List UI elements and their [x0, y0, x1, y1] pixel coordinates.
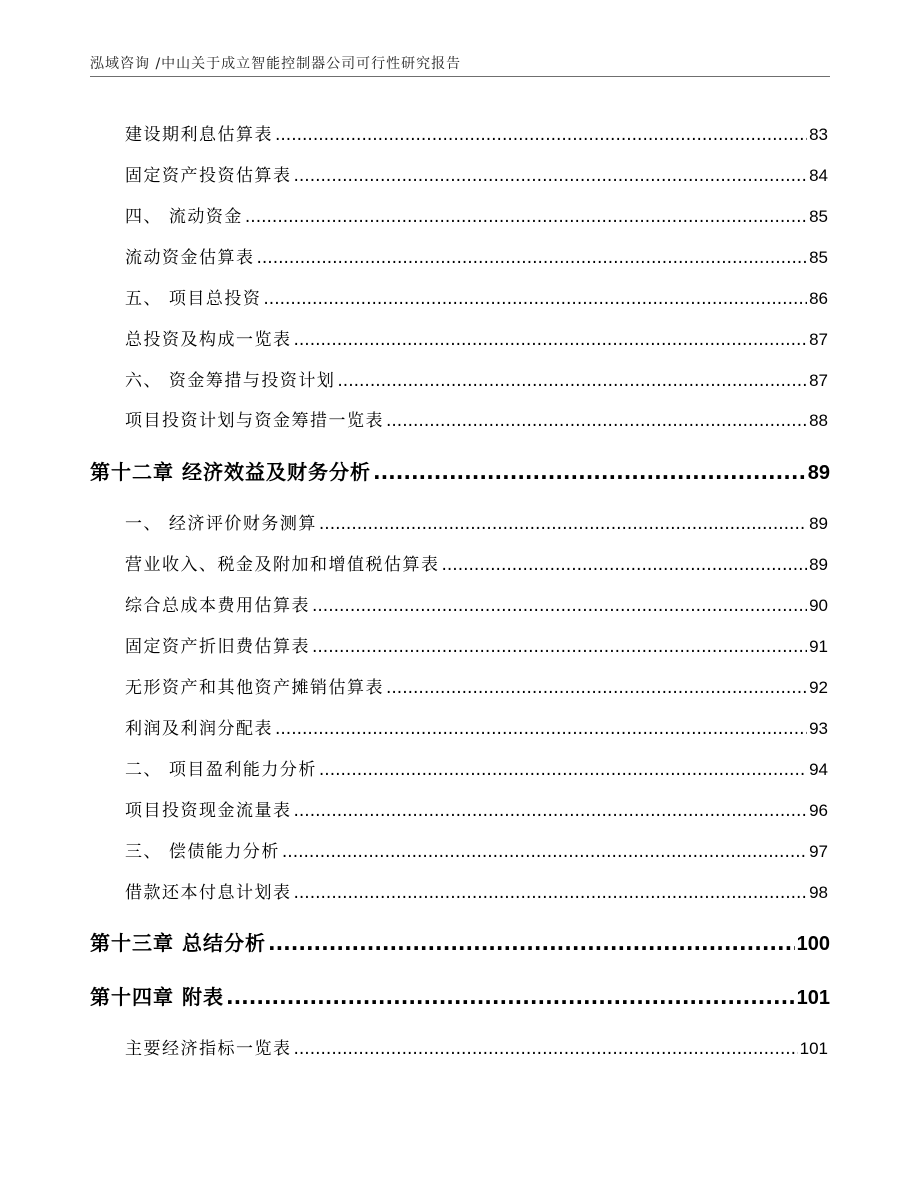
- toc-entry[interactable]: [125, 552, 828, 578]
- toc-leader-dots: [319, 757, 807, 783]
- toc-entry[interactable]: [125, 839, 828, 865]
- toc-page-number: 89: [809, 555, 828, 574]
- toc-page-number: 96: [809, 801, 828, 820]
- toc-entry-title: 建设期利息估算表: [125, 125, 273, 145]
- toc-entry[interactable]: [125, 798, 828, 824]
- toc-entry-title: 项目投资计划与资金筹措一览表: [125, 411, 384, 431]
- page-header: 泓域咨询 /中山关于成立智能控制器公司可行性研究报告: [90, 52, 830, 77]
- toc-page-number: 93: [809, 719, 828, 738]
- toc-entry-title: 营业收入、税金及附加和增值税估算表: [125, 555, 440, 575]
- toc-entry[interactable]: [125, 286, 828, 312]
- toc-leader-dots: [275, 716, 807, 742]
- toc-leader-dots: [294, 880, 808, 906]
- toc-leader-dots: [312, 634, 807, 660]
- toc-entry-title: 项目投资现金流量表: [125, 801, 292, 821]
- toc-entry-title: 综合总成本费用估算表: [125, 596, 310, 616]
- toc-page-number: 100: [796, 933, 830, 955]
- toc-leader-dots: [263, 286, 807, 312]
- toc-page-number: 98: [809, 883, 828, 902]
- toc-leader-dots: [294, 1036, 798, 1062]
- toc-entry[interactable]: [125, 716, 828, 742]
- toc-page-number: 92: [809, 678, 828, 697]
- toc-entry-title: 一、 经济评价财务测算: [125, 514, 317, 534]
- toc-leader-dots: [312, 593, 807, 619]
- toc-page-number: 91: [809, 637, 828, 656]
- toc-chapter-entry[interactable]: [90, 928, 830, 958]
- toc-entry-title: 六、 资金筹措与投资计划: [125, 371, 336, 391]
- toc-page-number: 88: [809, 411, 828, 430]
- toc-entry[interactable]: [125, 163, 828, 189]
- toc-leader-dots: [226, 982, 795, 1012]
- toc-entry[interactable]: [125, 757, 828, 783]
- toc-entry[interactable]: [125, 634, 828, 660]
- toc-entry[interactable]: [125, 368, 828, 394]
- toc-leader-dots: [257, 245, 808, 271]
- toc-leader-dots: [275, 122, 807, 148]
- toc-entry[interactable]: [125, 122, 828, 148]
- toc-leader-dots: [337, 368, 807, 394]
- toc-page-number: 84: [809, 166, 828, 185]
- toc-page-number: 94: [809, 760, 828, 779]
- toc-page-number: 90: [809, 596, 828, 615]
- toc-leader-dots: [294, 327, 808, 353]
- toc-entry-title: 利润及利润分配表: [125, 719, 273, 739]
- toc-entry-title: 无形资产和其他资产摊销估算表: [125, 678, 384, 698]
- toc-entry[interactable]: [125, 675, 828, 701]
- toc-entry-title: 二、 项目盈利能力分析: [125, 760, 317, 780]
- toc-page-number: 97: [809, 842, 828, 861]
- toc-chapter-entry[interactable]: [90, 982, 830, 1012]
- toc-page-number: 83: [809, 125, 828, 144]
- toc-entry-title: 流动资金估算表: [125, 248, 255, 268]
- toc-leader-dots: [386, 408, 807, 434]
- toc-entry[interactable]: [125, 1036, 828, 1062]
- toc-leader-dots: [386, 675, 807, 701]
- toc-entry[interactable]: [125, 327, 828, 353]
- toc-page-number: 85: [809, 248, 828, 267]
- toc-leader-dots: [282, 839, 807, 865]
- toc-chapter-title: 第十二章 经济效益及财务分析: [90, 460, 371, 484]
- toc-entry-title: 五、 项目总投资: [125, 289, 262, 309]
- toc-page-number: 85: [809, 207, 828, 226]
- toc-page-number: 101: [796, 987, 830, 1009]
- toc-leader-dots: [373, 457, 806, 487]
- toc-entry-title: 总投资及构成一览表: [125, 330, 292, 350]
- toc-entry-title: 借款还本付息计划表: [125, 883, 292, 903]
- toc-leader-dots: [319, 511, 807, 537]
- toc-page-number: 87: [809, 330, 828, 349]
- toc-entry[interactable]: [125, 204, 828, 230]
- toc-leader-dots: [442, 552, 808, 578]
- toc-chapter-title: 第十四章 附表: [90, 985, 224, 1009]
- toc-entry[interactable]: [125, 593, 828, 619]
- toc-leader-dots: [245, 204, 807, 230]
- toc-leader-dots: [294, 163, 808, 189]
- toc-leader-dots: [268, 928, 795, 958]
- toc-entry[interactable]: [125, 245, 828, 271]
- toc-page-number: 89: [809, 514, 828, 533]
- toc-entry-title: 固定资产投资估算表: [125, 166, 292, 186]
- toc-entry-title: 三、 偿债能力分析: [125, 842, 280, 862]
- toc-page-number: 101: [799, 1039, 828, 1058]
- toc-page-number: 87: [809, 371, 828, 390]
- toc-chapter-title: 第十三章 总结分析: [90, 931, 266, 955]
- toc-entry-title: 固定资产折旧费估算表: [125, 637, 310, 657]
- toc-leader-dots: [294, 798, 808, 824]
- toc-entry-title: 主要经济指标一览表: [125, 1039, 292, 1059]
- toc-page-number: 86: [809, 289, 828, 308]
- toc-page-number: 89: [807, 462, 830, 484]
- toc-entry[interactable]: [125, 880, 828, 906]
- toc-entry[interactable]: [125, 408, 828, 434]
- toc-chapter-entry[interactable]: [90, 457, 830, 487]
- toc-entry-title: 四、 流动资金: [125, 207, 243, 227]
- toc-entry[interactable]: [125, 511, 828, 537]
